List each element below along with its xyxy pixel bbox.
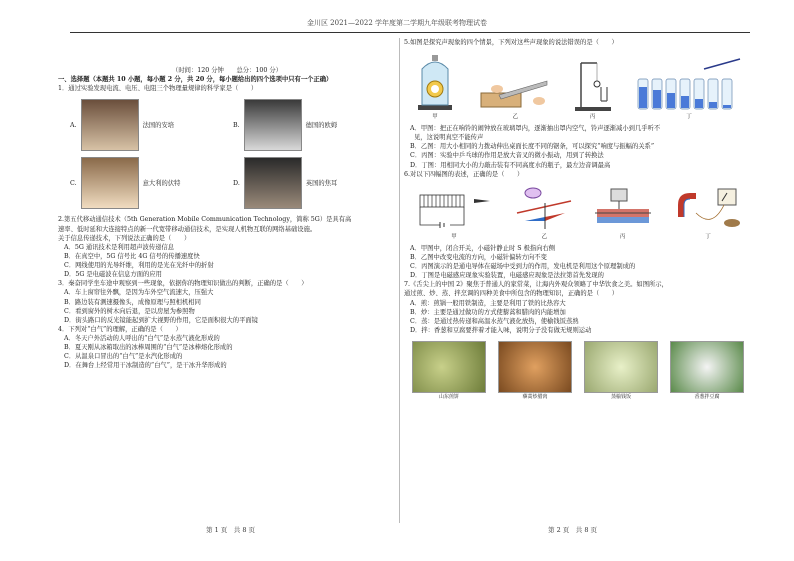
q2-option[interactable]: B．在真空中，5G 信号比 4G 信号的传播速度快 <box>64 252 200 260</box>
q5-option[interactable]: A．甲图：把正在响铃的闹钟放在玻璃罩内，逐渐抽出罩内空气，铃声逐渐减小到几乎听不 <box>410 125 661 133</box>
q2-option[interactable]: D．5G 是电磁波在信息方面的应用 <box>64 271 162 279</box>
figure-caption: 甲 <box>432 114 438 121</box>
saw-blade-icon <box>479 73 551 113</box>
figure-caption: 乙 <box>541 233 548 240</box>
q7-stem-line: 7.《舌尖上的中国 2》聚焦于普通人的家常菜，让海内外观众领略了中华饮食之美。如图所示， <box>404 281 668 289</box>
page-footer-right: 第 2 页 共 8 页 <box>548 526 598 534</box>
food-photo <box>670 341 744 393</box>
rail-magnet-icon <box>591 185 655 233</box>
q6-figures <box>410 183 744 242</box>
ohm-portrait <box>244 99 302 151</box>
q2-stem-line: 2.第五代移动通信技术（5th Generation Mobile Communication Technology，简称 5G）是具有高 <box>58 216 352 224</box>
solenoid-circuit-icon <box>410 189 498 233</box>
page-footer-left: 第 1 页 共 8 页 <box>206 526 256 534</box>
q2-stem-line: 关于信息传递技术，下列说法正确的是（ ） <box>58 234 191 242</box>
food-caption: 蒸榆钱饭 <box>610 394 631 401</box>
q1-option-a[interactable] <box>70 99 233 151</box>
food-photo <box>412 341 486 393</box>
q2-stem-line: 速率、低时延和大连接特点的新一代宽带移动通信技术，是实现人机物互联的网络基础设施。 <box>58 225 317 233</box>
food-caption: 香葱拌豆腐 <box>694 394 720 401</box>
q6-option[interactable]: B．乙图中改变电流的方向，小磁针偏转方向不变 <box>410 253 547 261</box>
q5-figure-bing <box>571 57 615 122</box>
food-jianbing <box>412 341 486 401</box>
q1-option-label: 德国的欧姆 <box>305 121 338 129</box>
q2-option[interactable]: A．5G 通讯技术是利用超声波传递信息 <box>64 243 175 251</box>
food-caption: 山东煎饼 <box>438 394 459 401</box>
q5-option-continued: 见，这说明真空不能传声 <box>414 134 484 142</box>
joule-portrait <box>244 157 302 209</box>
figure-caption: 丙 <box>589 114 596 121</box>
figure-caption: 丁 <box>705 233 711 240</box>
q6-figure-bing <box>591 185 655 242</box>
q4-stem: 4．下列对“白气”的理解，正确的是（ ） <box>58 325 182 333</box>
q6-option[interactable]: A．甲图中，闭合开关，小磁针静止时 S 极指向右侧 <box>410 244 556 252</box>
q6-option[interactable]: C．丙图演示的是通电导体在磁场中受到力的作用，发电机是利用这个原理制成的 <box>410 263 636 271</box>
q6-figure-ding <box>672 185 744 242</box>
q4-option[interactable]: A．冬天户外活动的人呼出的“白气”是水蒸气液化形成的 <box>64 335 220 342</box>
volta-portrait <box>81 157 139 209</box>
q5-figure-jia <box>410 51 460 122</box>
food-photo <box>498 341 572 393</box>
food-yuqian <box>584 341 658 401</box>
q1-option-label: 意大利的伏特 <box>142 179 181 187</box>
q7-option[interactable]: D．拌：香葱和豆腐要拌着才能入味，说明分子没有做无规则运动 <box>410 326 592 334</box>
figure-caption: 甲 <box>451 233 457 240</box>
ampere-portrait <box>81 99 139 151</box>
q5-stem: 5.如图是探究声现象的四个情景，下列对这些声现象的说法错误的是（ ） <box>404 39 618 46</box>
q5-figures <box>410 51 744 122</box>
figure-caption: 丙 <box>619 233 626 240</box>
q5-option[interactable]: D．丁图：用相同大小的力敲击装有不同高度水的瓶子，最左边音调最高 <box>410 161 611 169</box>
q2-option[interactable]: C．网线使用的光导纤维，利用的是光在光纤中的折射 <box>64 262 214 269</box>
q1-option-label: 英国的焦耳 <box>305 179 338 187</box>
q1-portraits <box>70 99 396 209</box>
q5-figure-ding <box>634 57 744 122</box>
q3-option[interactable]: A．车上窗帘往外飘，是因为车外空气流速大，压强大 <box>64 289 214 297</box>
q3-option[interactable]: D．街头路口的反光镜能起到扩大视野的作用，它是面积很大的平面镜 <box>64 316 258 324</box>
q3-option[interactable]: C．看到窗外的树木向后退，是以房屋为参照物 <box>64 307 195 315</box>
column-divider <box>399 38 400 523</box>
q1-option-d[interactable] <box>233 157 396 209</box>
q1-option-letter: D. <box>233 179 240 187</box>
q7-stem-line: 通过煎、炒、蒸、拌烹调的四种美食中所包含的物理知识，正确的是（ ） <box>404 290 619 298</box>
q5-option[interactable]: C．丙图：实验中乒乓球的作用是放大音叉的微小振动，用到了转换法 <box>410 152 604 160</box>
q4-option[interactable]: B．夏天刚从冰箱取出的冰棒周围的“白气”是冰棒熔化形成的 <box>64 344 233 352</box>
q7-option[interactable]: B．炒：主要是通过做功的方式使藜蒿和腊肉的内能增加 <box>410 308 566 316</box>
q1-option-c[interactable] <box>70 157 233 209</box>
q1-stem: 1．通过实验发现电流、电压、电阻三个物理量规律的科学家是（ ） <box>58 85 258 93</box>
q1-option-letter: A. <box>70 121 77 129</box>
q6-stem: 6.对以下四幅图的表述，正确的是（ ） <box>404 170 524 178</box>
right-column <box>404 38 744 401</box>
header-rule <box>70 32 750 33</box>
q5-option[interactable]: B．乙图：用大小相同的力拨动伸出桌面长度不同的锯条，可以探究“响度与振幅的关系” <box>410 143 655 151</box>
food-lihao <box>498 341 572 401</box>
q1-option-b[interactable] <box>233 99 396 151</box>
q4-option[interactable]: D．在舞台上经常用干冰制造的“白气”，是干冰升华形成的 <box>64 362 227 370</box>
left-column <box>58 38 396 371</box>
q5-figure-yi <box>479 73 551 122</box>
q6-option[interactable]: D．丁图是电磁感应现象实验装置，电磁感应现象是法拉第首先发现的 <box>410 272 604 280</box>
figure-caption: 乙 <box>512 114 519 121</box>
q4-option[interactable]: C．从温泉口冒出的“白气”是水汽化形成的 <box>64 353 183 361</box>
section-1-title: 一、选择题（本题共 10 小题，每小题 2 分，共 20 分，每小题给出的四个选项中只有一个正确） <box>58 76 333 84</box>
q3-stem: 3．秦奋同学坐车途中观察到一些现象，依据你的物理知识做出的判断，正确的是（ ） <box>58 280 308 288</box>
food-photo <box>584 341 658 393</box>
q7-option[interactable]: A．煎：煎锅一般用铁制造，主要是利用了铁的比热容大 <box>410 299 566 307</box>
q6-figure-yi <box>515 183 573 242</box>
time-score: （时间：120 分钟 总分：100 分） <box>172 67 282 74</box>
figure-caption: 丁 <box>686 114 692 121</box>
compass-wire-icon <box>515 183 573 233</box>
q1-option-letter: C. <box>70 179 77 187</box>
food-doufu <box>670 341 744 401</box>
q7-food-photos <box>412 341 744 401</box>
q1-option-label: 法国的安培 <box>142 121 175 129</box>
page-header: 金川区 2021—2022 学年度第二学期九年级联考物理试卷 <box>306 19 488 27</box>
bottles-icon <box>634 57 744 113</box>
food-caption: 藜蒿炒腊肉 <box>522 394 548 401</box>
q6-figure-jia <box>410 189 498 242</box>
q7-option[interactable]: C．蒸：是通过热传递和高温水蒸气液化放热，使榆钱饭蒸熟 <box>410 317 579 325</box>
q3-option[interactable]: B．路边装有测速摄像头，成像原理与照相机相同 <box>64 298 201 306</box>
tuning-fork-icon <box>571 57 615 113</box>
bell-jar-icon <box>410 51 460 113</box>
q1-option-letter: B. <box>233 121 240 129</box>
galvanometer-icon <box>672 185 744 233</box>
